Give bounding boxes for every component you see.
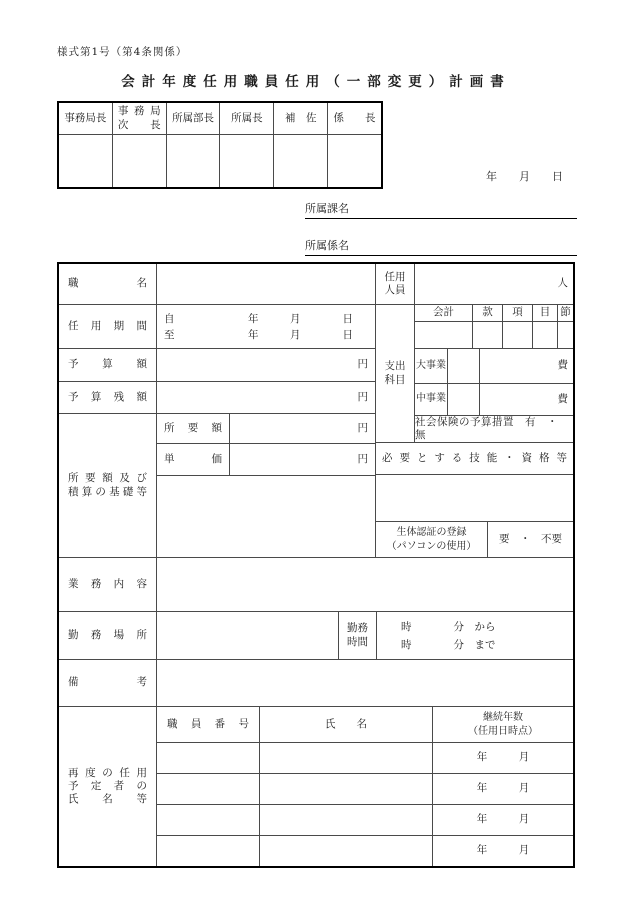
account-header-kan: 款 — [473, 305, 503, 321]
major-project-name-cell — [480, 349, 573, 383]
name-cell — [260, 743, 433, 773]
reappointment-subtable — [157, 707, 573, 866]
biometric-row — [376, 522, 573, 558]
form-title: 会計年度任用職員任用（一部変更）計画書 — [121, 74, 511, 90]
required-amount-block-label-line2: 積算の基礎等 — [68, 485, 147, 498]
reappointment-block — [59, 707, 573, 866]
appointment-count-label-line1: 任用 — [384, 270, 406, 283]
reappointment-header-row — [157, 707, 573, 743]
main-form-table — [57, 262, 575, 868]
staff-number-header: 職員番号 — [167, 717, 249, 730]
continuous-years-header-cell — [433, 707, 573, 742]
work-hours-label-line2: 時間 — [347, 635, 368, 648]
major-project-label: 大事業 — [415, 349, 448, 383]
account-value-cell — [473, 322, 503, 348]
reappointment-label-cell — [59, 707, 157, 866]
remarks-value-cell — [157, 660, 573, 706]
reappointment-label-line1: 再度の任用 — [68, 766, 147, 779]
account-header-kaikei: 会計 — [415, 305, 473, 321]
middle-project-name-cell — [480, 384, 573, 415]
biometric-label-line1: 生体認証の登録 — [396, 526, 467, 538]
workplace-value-cell — [157, 612, 339, 659]
approval-header-division-head: 所属長 — [220, 103, 274, 134]
appointment-count-value-cell — [415, 264, 573, 304]
approval-header-section-chief: 係 長 — [333, 111, 376, 124]
duties-label-cell — [59, 558, 157, 611]
major-project-code-cell — [448, 349, 480, 383]
account-value-cell — [415, 322, 473, 348]
duties-label: 業務内容 — [68, 577, 147, 590]
required-amount-value-cell — [230, 414, 375, 443]
duties-value-cell — [157, 558, 573, 611]
right-block — [376, 264, 573, 558]
job-title-value-cell — [157, 264, 375, 304]
continuous-years-cell: 年 月 — [476, 782, 530, 795]
remarks-row — [59, 660, 573, 707]
expenditure-item-label-cell — [376, 305, 415, 442]
duties-row — [59, 558, 573, 612]
middle-project-row — [415, 384, 573, 416]
budget-amount-label-cell — [59, 349, 157, 381]
expenditure-item-subtable — [415, 305, 573, 442]
biometric-choice-cell: 要 ・ 不要 — [499, 532, 562, 545]
account-header-setsu: 節 — [560, 306, 571, 319]
required-amount-block-label-cell — [59, 414, 157, 557]
workplace-label: 勤務場所 — [68, 628, 147, 641]
workplace-row — [59, 612, 573, 660]
budget-balance-label: 予算残額 — [68, 390, 147, 403]
required-amount-label: 所要額 — [164, 421, 222, 434]
budget-balance-row — [59, 382, 375, 414]
section-name-label: 所属係名 — [305, 239, 349, 252]
budget-balance-label-cell — [59, 382, 157, 413]
approval-stamp-row — [59, 135, 381, 187]
work-hours-label-line1: 勤務 — [347, 622, 368, 635]
section-name-field — [305, 239, 577, 256]
left-block — [59, 264, 376, 558]
appointment-period-label-cell — [59, 305, 157, 348]
budget-amount-label: 予算額 — [68, 358, 147, 371]
workplace-label-cell — [59, 612, 157, 659]
budget-amount-value-cell — [157, 349, 375, 381]
upper-section — [59, 264, 573, 558]
required-amount-subtable — [157, 414, 375, 557]
required-amount-block — [59, 414, 375, 558]
expenditure-item-label-line1: 支出 — [384, 360, 406, 373]
unit-price-label: 単価 — [164, 452, 222, 465]
staff-number-cell — [157, 774, 260, 804]
expenditure-item-label-line2: 科目 — [384, 373, 406, 386]
account-value-cell — [503, 322, 533, 348]
approval-header-deputy-director: 事 務 局 次 長 — [113, 103, 167, 134]
approval-stamp-cell — [328, 135, 381, 187]
middle-project-label: 中事業 — [415, 384, 448, 415]
account-value-cell — [533, 322, 558, 348]
period-from-line: 自 年 月 日 — [164, 312, 353, 325]
continuous-years-header-line2: （任用日時点） — [468, 725, 538, 737]
form-number: 様式第1号（第4条関係） — [57, 46, 188, 58]
work-hours-label-cell — [339, 612, 377, 659]
skills-blank-row — [376, 475, 573, 522]
budget-balance-value-cell — [157, 382, 375, 413]
job-title-label: 職名 — [68, 277, 147, 290]
major-project-row — [415, 349, 573, 384]
reappointment-data-row — [157, 774, 573, 805]
expense-suffix: 費 — [557, 359, 568, 372]
appointment-count-label-cell — [376, 264, 415, 304]
reappointment-label-line3: 氏名等 — [68, 793, 147, 806]
name-cell — [260, 774, 433, 804]
yen-unit: 円 — [357, 421, 368, 434]
biometric-label-cell — [376, 522, 488, 557]
budget-amount-row — [59, 349, 375, 382]
staff-number-cell — [157, 805, 260, 835]
unit-price-row — [157, 444, 375, 476]
staff-number-cell — [157, 836, 260, 866]
remarks-label: 備考 — [68, 676, 147, 689]
approval-stamp-table — [57, 101, 383, 189]
reappointment-label-line2: 予定者の — [68, 779, 147, 792]
person-unit: 人 — [557, 277, 568, 290]
calculation-basis-blank-cell — [157, 476, 375, 557]
date-line: 年 月 日 — [486, 170, 563, 183]
approval-header-row — [59, 103, 381, 135]
approval-stamp-cell — [274, 135, 328, 187]
biometric-label-line2: （パソコンの使用） — [386, 540, 477, 552]
continuous-years-cell: 年 月 — [476, 813, 530, 826]
reappointment-data-row — [157, 836, 573, 866]
skills-required-text: 必要とする技能・資格等 — [382, 451, 567, 464]
reappointment-data-row — [157, 805, 573, 836]
required-amount-row — [157, 414, 375, 444]
continuous-years-cell: 年 月 — [476, 844, 530, 857]
account-value-cell — [558, 322, 573, 348]
appointment-count-label-line2: 人員 — [384, 284, 406, 296]
yen-unit: 円 — [357, 358, 368, 371]
account-value-row — [415, 322, 573, 349]
approval-stamp-cell — [113, 135, 167, 187]
appointment-period-label: 任用期間 — [68, 319, 147, 332]
account-header-kou: 項 — [503, 305, 533, 321]
period-to-line: 至 年 月 日 — [164, 328, 353, 341]
required-amount-label-cell — [157, 414, 230, 443]
appointment-period-value-cell — [157, 305, 375, 348]
approval-stamp-cell — [59, 135, 113, 187]
name-cell — [260, 805, 433, 835]
division-name-field — [305, 202, 577, 219]
appointment-period-row — [59, 305, 375, 349]
account-header-row — [415, 305, 573, 322]
work-hours-value-cell — [377, 612, 573, 659]
work-hours-to-line: 時 分 まで — [401, 638, 496, 651]
approval-header-department-head: 所属部長 — [167, 103, 221, 134]
staff-number-cell — [157, 743, 260, 773]
required-amount-block-label-line1: 所要額及び — [68, 472, 147, 485]
account-header-moku: 目 — [533, 305, 558, 321]
appointment-count-row — [376, 264, 573, 305]
unit-price-value-cell — [230, 444, 375, 475]
expense-suffix: 費 — [557, 392, 568, 405]
division-name-label: 所属課名 — [305, 202, 349, 215]
middle-project-code-cell — [448, 384, 480, 415]
unit-price-label-cell — [157, 444, 230, 475]
reappointment-data-row — [157, 743, 573, 774]
approval-header-assistant: 補 佐 — [274, 103, 328, 134]
approval-stamp-cell — [220, 135, 274, 187]
continuous-years-header-line1: 継続年数 — [483, 711, 523, 723]
job-title-row — [59, 264, 375, 305]
job-title-label-cell — [59, 264, 157, 304]
remarks-label-cell — [59, 660, 157, 706]
staff-number-header-cell — [157, 707, 260, 742]
work-hours-from-line: 時 分 から — [401, 620, 496, 633]
yen-unit: 円 — [357, 452, 368, 465]
skills-required-row — [376, 443, 573, 475]
approval-header-director-general: 事務局長 — [59, 103, 113, 134]
social-insurance-row — [415, 416, 573, 442]
approval-stamp-cell — [167, 135, 221, 187]
name-header-cell: 氏 名 — [260, 707, 433, 742]
expenditure-item-block — [376, 305, 573, 443]
skills-required-cell — [376, 443, 573, 474]
continuous-years-cell: 年 月 — [476, 751, 530, 764]
social-insurance-text: 社会保険の予算措置 有 ・ 無 — [415, 415, 569, 441]
yen-unit: 円 — [357, 390, 368, 403]
name-cell — [260, 836, 433, 866]
